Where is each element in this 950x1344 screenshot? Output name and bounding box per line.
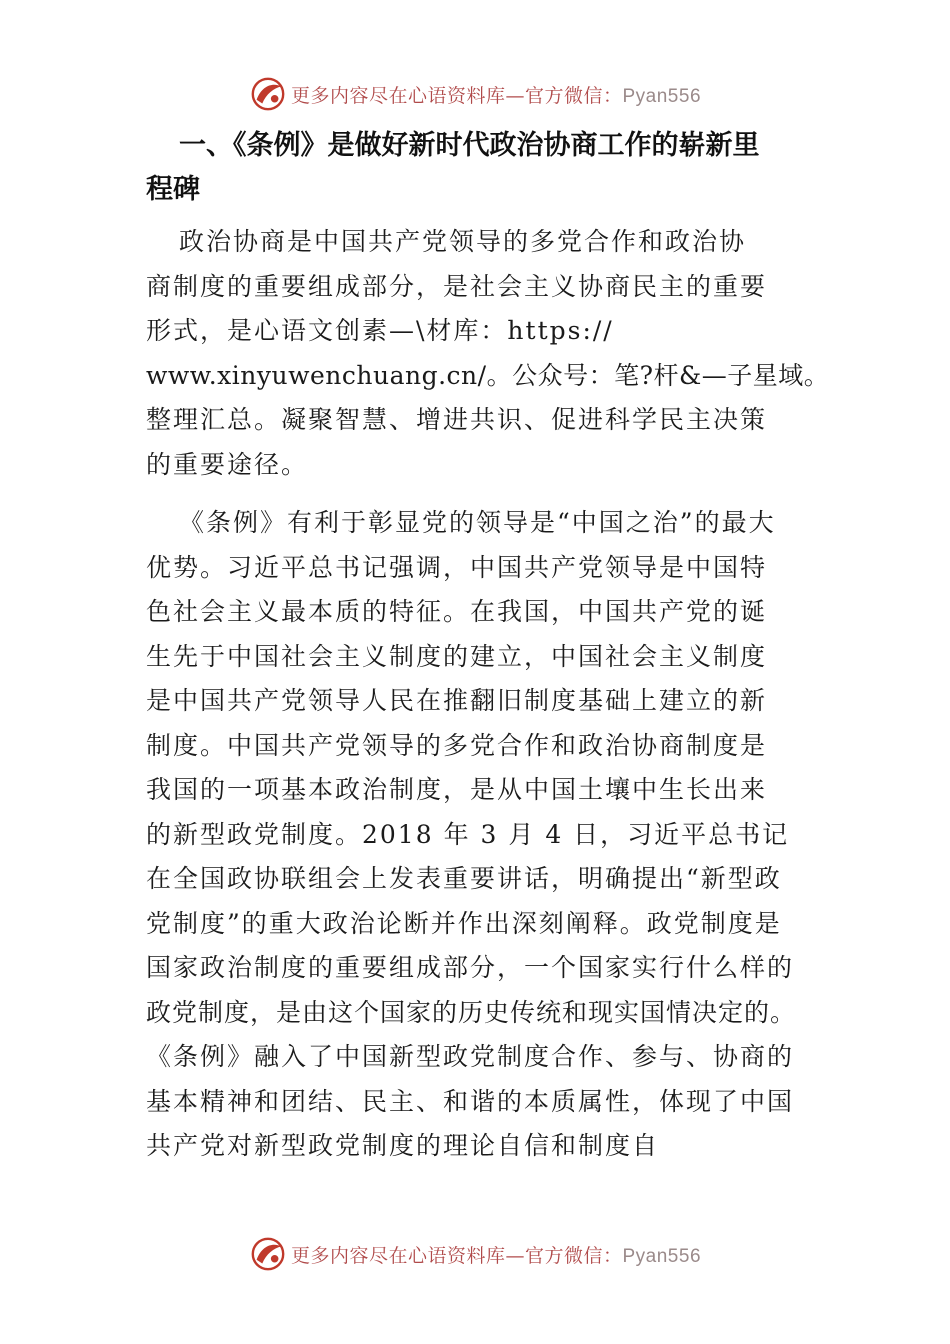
text-line: 优势。习近平总书记强调，中国共产党领导是中国特 xyxy=(146,552,768,582)
text-line: 国家政治制度的重要组成部分，一个国家实行什么样的 xyxy=(146,953,795,982)
logo-icon xyxy=(249,75,287,113)
text-line: 商制度的重要组成部分，是社会主义协商民主的重要 xyxy=(146,271,768,301)
heading-line: 程碑 xyxy=(146,174,200,205)
text-line: 生先于中国社会主义制度的建立，中国社会主义制度 xyxy=(146,641,768,671)
text-line: 色社会主义最本质的特征。在我国，中国共产党的诞 xyxy=(146,597,768,626)
wechat-id: Pyan556 xyxy=(622,85,702,107)
text-line: 的重要途径。 xyxy=(146,449,309,479)
text-line: 基本精神和团结、民主、和谐的本质属性，体现了中国 xyxy=(146,1086,795,1116)
header-banner xyxy=(0,72,950,116)
banner-text: 更多内容尽在心语资料库—官方微信：Pyan556 xyxy=(290,84,702,107)
document-body xyxy=(146,124,830,1169)
text-line: 形式，是心语文创素—\材库：https:// xyxy=(146,316,614,345)
text-line: 政治协商是中国共产党领导的多党合作和政治协 xyxy=(179,227,747,256)
heading-line: 一、《条例》是做好新时代政治协商工作的崭新里 xyxy=(179,130,760,161)
text-line: 共产党对新型政党制度的理论自信和制度自 xyxy=(146,1131,660,1160)
text-line: 《条例》有利于彰显党的领导是“中国之治”的最大 xyxy=(179,508,776,537)
text-line: 我国的一项基本政治制度，是从中国土壤中生长出来 xyxy=(146,775,768,804)
section-heading xyxy=(146,124,816,212)
text-line: 党制度”的重大政治论断并作出深刻阐释。政党制度是 xyxy=(146,908,782,938)
text-line: 整理汇总。凝聚智慧、增进共识、促进科学民主决策 xyxy=(146,405,768,434)
text-line: 制度。中国共产党领导的多党合作和政治协商制度是 xyxy=(146,730,768,760)
text-line: 是中国共产党领导人民在推翻旧制度基础上建立的新 xyxy=(146,686,768,715)
text-line: 在全国政协联组会上发表重要讲话，明确提出“新型政 xyxy=(146,864,782,893)
text-line: 《条例》融入了中国新型政党制度合作、参与、协商的 xyxy=(146,1042,795,1071)
footer-banner xyxy=(0,1232,950,1276)
text-line: www.xinyuwenchuang.cn/。公众号：笔?杆&—子星域。 xyxy=(146,360,830,390)
paragraph-2 xyxy=(146,501,816,1169)
banner-text: 更多内容尽在心语资料库—官方微信：Pyan556 xyxy=(290,1244,702,1267)
text-line: 政党制度，是由这个国家的历史传统和现实国情决定的。 xyxy=(146,997,797,1027)
wechat-id: Pyan556 xyxy=(622,1245,702,1267)
text-line: 的新型政党制度。2018 年 3 月 4 日，习近平总书记 xyxy=(146,819,790,849)
paragraph-1 xyxy=(146,220,830,487)
logo-icon xyxy=(249,1235,287,1273)
